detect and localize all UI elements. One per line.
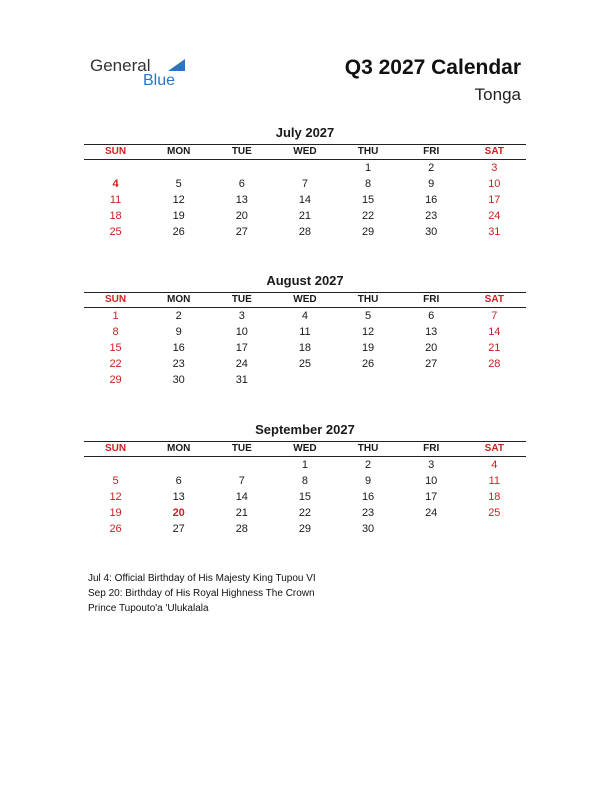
weekday-header: FRI: [400, 293, 463, 308]
holiday-note: Prince Tupouto'a 'Ulukalala: [88, 603, 209, 614]
day-cell: 28: [488, 358, 501, 370]
day-cell: 11: [488, 475, 501, 487]
weekday-header: WED: [273, 442, 336, 457]
day-cell: 3: [238, 310, 245, 322]
weekday-header: MON: [147, 145, 210, 160]
country-name: Tonga: [474, 85, 521, 104]
day-cell: 24: [235, 358, 248, 370]
day-cell: 9: [175, 326, 182, 338]
day-cell: 29: [109, 374, 122, 386]
day-cell: 20: [425, 342, 438, 354]
day-cell: 8: [301, 475, 308, 487]
brand-logo: [90, 56, 200, 96]
empty-cell: [210, 457, 273, 473]
day-cell: 19: [172, 210, 185, 222]
day-cell: 26: [172, 226, 185, 238]
day-cell: 5: [175, 178, 182, 190]
weekday-header: TUE: [210, 145, 273, 160]
weekday-header: TUE: [210, 442, 273, 457]
day-cell: 2: [428, 162, 435, 174]
month-title: July 2027: [275, 125, 335, 140]
weekday-header: SUN: [84, 145, 147, 160]
month-august: [84, 273, 526, 388]
day-cell: 2: [175, 310, 182, 322]
day-cell: 13: [425, 326, 438, 338]
month-grid: [84, 292, 526, 388]
logo-word-general: General: [90, 56, 151, 75]
day-cell: 20: [235, 210, 248, 222]
empty-cell: [147, 457, 210, 473]
logo-word-blue: Blue: [143, 72, 176, 89]
day-cell: 4: [491, 459, 498, 471]
day-cell: 5: [112, 475, 119, 487]
month-title: September 2027: [255, 422, 355, 437]
day-cell: 14: [298, 194, 312, 206]
day-cell: 12: [109, 491, 122, 503]
day-cell: 6: [238, 178, 245, 190]
day-cell: 18: [488, 491, 501, 503]
day-cell: 25: [298, 358, 312, 370]
day-cell: 19: [109, 507, 122, 519]
day-cell: 23: [361, 507, 375, 519]
day-cell: 10: [425, 475, 438, 487]
weekday-header: THU: [337, 293, 400, 308]
day-cell: 28: [235, 523, 248, 535]
day-cell: 6: [428, 310, 435, 322]
weekday-header: SUN: [84, 442, 147, 457]
day-cell: 1: [112, 310, 119, 322]
weekday-header: FRI: [400, 442, 463, 457]
day-cell: 24: [425, 507, 438, 519]
weekday-header: SAT: [463, 293, 526, 308]
month-september: [84, 422, 526, 537]
day-cell: 15: [361, 194, 375, 206]
weekday-header: THU: [337, 442, 400, 457]
day-cell: 6: [175, 475, 182, 487]
day-cell: 12: [172, 194, 185, 206]
day-cell: 18: [109, 210, 122, 222]
day-cell: 13: [172, 491, 185, 503]
holiday-note: Sep 20: Birthday of His Royal Highness The Crown: [88, 588, 315, 599]
weekday-header: WED: [273, 145, 336, 160]
day-cell: 24: [488, 210, 501, 222]
day-cell: 17: [488, 194, 501, 206]
weekday-header: WED: [273, 293, 336, 308]
day-cell: 5: [365, 310, 372, 322]
day-cell: 26: [109, 523, 122, 535]
day-cell: 27: [172, 523, 185, 535]
day-cell: 8: [365, 178, 372, 190]
day-cell: 7: [301, 178, 308, 190]
day-cell: 1: [301, 459, 308, 471]
weekday-header: SAT: [463, 145, 526, 160]
day-cell: 12: [361, 326, 375, 338]
day-cell: 26: [361, 358, 375, 370]
weekday-header: THU: [337, 145, 400, 160]
day-cell: 27: [235, 226, 248, 238]
day-cell: 13: [235, 194, 248, 206]
day-cell: 22: [298, 507, 312, 519]
day-cell: 21: [235, 507, 248, 519]
day-cell: 16: [172, 342, 185, 354]
day-cell: 14: [235, 491, 248, 503]
day-cell: 27: [425, 358, 438, 370]
day-cell: 25: [488, 507, 501, 519]
holiday-day-cell: 4: [112, 178, 119, 190]
day-cell: 17: [425, 491, 438, 503]
day-cell: 21: [488, 342, 501, 354]
day-cell: 3: [428, 459, 435, 471]
logo-flag-icon: [168, 59, 185, 71]
holiday-day-cell: 20: [172, 507, 185, 519]
day-cell: 3: [491, 162, 498, 174]
day-cell: 10: [488, 178, 501, 190]
day-cell: 9: [428, 178, 435, 190]
day-cell: 15: [109, 342, 122, 354]
month-grid: [84, 441, 526, 537]
weekday-header: SAT: [463, 442, 526, 457]
day-cell: 28: [298, 226, 312, 238]
day-cell: 29: [298, 523, 312, 535]
day-cell: 2: [365, 459, 372, 471]
day-cell: 10: [235, 326, 248, 338]
weekday-header: SUN: [84, 293, 147, 308]
weekday-header: TUE: [210, 293, 273, 308]
day-cell: 18: [298, 342, 312, 354]
day-cell: 29: [361, 226, 375, 238]
empty-cell: [84, 457, 147, 473]
day-cell: 22: [361, 210, 375, 222]
empty-cell: [273, 160, 336, 176]
weekday-header: MON: [147, 293, 210, 308]
day-cell: 30: [361, 523, 375, 535]
day-cell: 7: [491, 310, 498, 322]
day-cell: 31: [488, 226, 501, 238]
day-cell: 30: [425, 226, 438, 238]
holiday-notes: [88, 571, 528, 614]
weekday-header: MON: [147, 442, 210, 457]
day-cell: 19: [361, 342, 375, 354]
day-cell: 4: [301, 310, 308, 322]
empty-cell: [147, 160, 210, 176]
empty-cell: [84, 160, 147, 176]
day-cell: 11: [299, 326, 311, 338]
month-grid: [84, 144, 526, 240]
month-july: [84, 125, 526, 240]
day-cell: 16: [361, 491, 375, 503]
day-cell: 31: [235, 374, 248, 386]
day-cell: 14: [488, 326, 501, 338]
day-cell: 23: [425, 210, 438, 222]
weekday-header: FRI: [400, 145, 463, 160]
holiday-note: Jul 4: Official Birthday of His Majesty King Tupou VI: [88, 573, 316, 584]
day-cell: 15: [298, 491, 312, 503]
day-cell: 21: [298, 210, 312, 222]
day-cell: 16: [425, 194, 438, 206]
page-title: Q3 2027 Calendar: [344, 56, 521, 79]
day-cell: 25: [109, 226, 122, 238]
day-cell: 8: [112, 326, 119, 338]
day-cell: 9: [365, 475, 372, 487]
day-cell: 30: [172, 374, 185, 386]
day-cell: 1: [365, 162, 372, 174]
month-title: August 2027: [266, 273, 344, 288]
empty-cell: [210, 160, 273, 176]
day-cell: 17: [235, 342, 248, 354]
day-cell: 11: [109, 194, 122, 206]
day-cell: 23: [172, 358, 185, 370]
day-cell: 22: [109, 358, 122, 370]
day-cell: 7: [238, 475, 245, 487]
